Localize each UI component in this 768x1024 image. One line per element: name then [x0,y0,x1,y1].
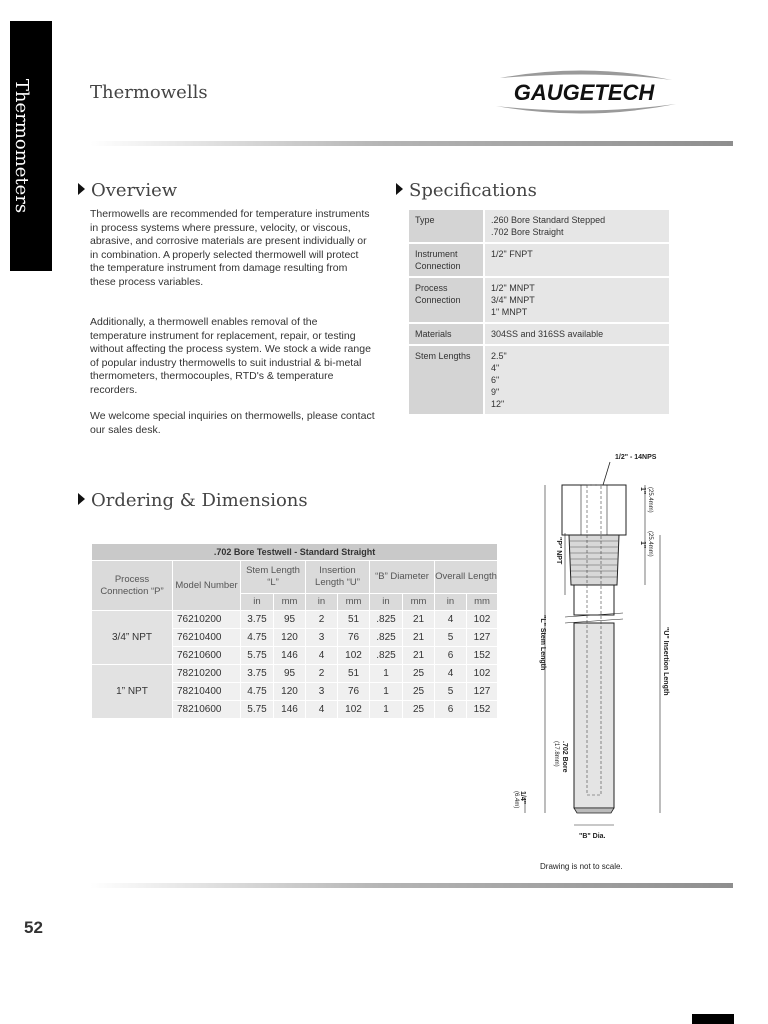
col-insertion-length: Insertion Length “U” [306,561,370,594]
section-tab-label: Thermometers [11,78,32,214]
table-cell: 3 [306,683,338,701]
process-connection-cell: 3/4” NPT [92,611,173,665]
svg-text:(6.4m): (6.4m) [513,791,519,809]
table-row [92,611,498,629]
header-rule [90,141,733,146]
page-number: 52 [24,918,43,937]
table-cell: 5 [435,683,467,701]
spec-label: Type [409,210,484,243]
table-cell: 146 [274,647,306,665]
unit-mm: mm [338,594,370,611]
table-cell: 3.75 [241,665,274,683]
process-connection-cell: 1” NPT [92,665,173,719]
model-number-cell: 78210200 [173,665,241,683]
table-cell: 4 [306,701,338,719]
ordering-heading: Ordering & Dimensions [78,490,308,511]
table-cell: 95 [274,611,306,629]
table-cell: 102 [338,701,370,719]
corner-marker [692,1014,734,1024]
spec-label: Process Connection [409,277,484,323]
spec-row-materials [409,323,669,345]
drawing-note: Drawing is not to scale. [540,862,623,871]
spec-value: 1/2" FNPT [484,243,669,277]
spec-row-instrument-connection [409,243,669,277]
stem-body [574,623,614,808]
specifications-table [409,210,669,416]
table-cell: 95 [274,665,306,683]
table-cell: 4 [435,611,467,629]
svg-text:.702 Bore: .702 Bore [561,741,568,773]
table-cell: 4.75 [241,683,274,701]
logo-text: GAUGETECH [513,80,655,105]
section-arrow-icon [78,183,85,195]
table-cell: 3.75 [241,611,274,629]
spec-label: Instrument Connection [409,243,484,277]
unit-mm: mm [467,594,498,611]
table-cell: 102 [467,611,498,629]
footer-rule [90,883,733,888]
table-row [92,665,498,683]
table-cell: 2 [306,665,338,683]
table-cell: 21 [403,629,435,647]
table-cell: 152 [467,647,498,665]
unit-mm: mm [274,594,306,611]
svg-text:"U" Insertion Length: "U" Insertion Length [662,627,669,696]
model-number-cell: 78210400 [173,683,241,701]
spec-value: .260 Bore Standard Stepped .702 Bore Straight [484,210,669,243]
col-overall-length: Overall Length [435,561,498,594]
col-b-diameter: “B” Diameter [370,561,435,594]
svg-text:(25.4mm): (25.4mm) [647,531,653,557]
overview-paragraph-2: Additionally, a thermowell enables removal of the temperature instrument for replacement, repair, or testing without affecting the process system. We stock a wide range of popular industry thermowells to suit industrial & bi-metal thermometers, thermocouples, RTD's & temperature recorders. [90,316,371,396]
overview-paragraph-3: We welcome special inquiries on thermowells, please contact our sales desk. [90,410,375,436]
table-cell: 25 [403,683,435,701]
table-cell: 76 [338,683,370,701]
spec-label: Stem Lengths [409,345,484,415]
table-cell: 1 [370,701,403,719]
table-cell: 51 [338,611,370,629]
thread-section [569,535,619,585]
table-cell: 25 [403,701,435,719]
specifications-heading: Specifications [396,180,537,201]
section-arrow-icon [396,183,403,195]
col-process-connection: Process Connection “P” [92,561,173,611]
table-cell: .825 [370,647,403,665]
page-title: Thermowells [90,82,208,103]
unit-in: in [241,594,274,611]
table-cell: 51 [338,665,370,683]
svg-text:"P" NPT: "P" NPT [555,537,562,565]
ordering-table [91,543,498,719]
table-cell: .825 [370,629,403,647]
section-arrow-icon [78,493,85,505]
table-cell: 102 [338,647,370,665]
spec-value: 2.5" 4" 6" 9" 12" [484,345,669,415]
spec-value: 304SS and 316SS available [484,323,669,345]
table-cell: 5.75 [241,647,274,665]
gaugetech-logo [486,68,682,118]
table-cell: 152 [467,701,498,719]
table-cell: 127 [467,683,498,701]
drawing-label: 1/2" - 14NPS [615,454,657,461]
model-number-cell: 76210400 [173,629,241,647]
table-cell: 5.75 [241,701,274,719]
table-cell: 146 [274,701,306,719]
spec-row-process-connection [409,277,669,323]
hex-head [562,485,626,535]
model-number-cell: 78210600 [173,701,241,719]
spec-value: 1/2" MNPT 3/4" MNPT 1" MNPT [484,277,669,323]
spec-label: Materials [409,323,484,345]
table-cell: 6 [435,701,467,719]
col-model-number: Model Number [173,561,241,611]
table-cell: 2 [306,611,338,629]
table-cell: 4 [435,665,467,683]
overview-heading: Overview [78,180,177,201]
svg-text:1": 1" [639,487,646,495]
svg-text:"B" Dia.: "B" Dia. [579,833,606,840]
model-number-cell: 76210200 [173,611,241,629]
table-cell: 4 [306,647,338,665]
table-cell: 1 [370,665,403,683]
svg-text:"L" Stem Length: "L" Stem Length [539,615,546,671]
table-title: .702 Bore Testwell - Standard Straight [92,544,498,561]
table-cell: 21 [403,647,435,665]
overview-paragraph-1: Thermowells are recommended for temperature instruments in process systems where pressure, velocity, or viscous, abrasive, and corrosive materials are present individually or in combination. A properly selected thermowell will protect the temperature instrument from damage resulting from these process variables. [90,208,370,288]
table-cell: 1 [370,683,403,701]
model-number-cell: 76210600 [173,647,241,665]
table-cell: 120 [274,683,306,701]
svg-text:1/4": 1/4" [519,791,526,805]
table-cell: 5 [435,629,467,647]
table-cell: 102 [467,665,498,683]
table-cell: 120 [274,629,306,647]
spec-row-type [409,210,669,243]
unit-mm: mm [403,594,435,611]
table-cell: .825 [370,611,403,629]
unit-in: in [306,594,338,611]
svg-text:(17.8mm): (17.8mm) [553,741,559,767]
thermowell-drawing [505,445,675,875]
table-cell: 4.75 [241,629,274,647]
table-cell: 25 [403,665,435,683]
table-cell: 127 [467,629,498,647]
svg-text:1": 1" [639,541,646,549]
spec-row-stem-lengths [409,345,669,415]
table-cell: 76 [338,629,370,647]
table-cell: 21 [403,611,435,629]
table-cell: 3 [306,629,338,647]
table-cell: 6 [435,647,467,665]
svg-text:(25.4mm): (25.4mm) [647,487,653,513]
unit-in: in [370,594,403,611]
col-stem-length: Stem Length “L” [241,561,306,594]
unit-in: in [435,594,467,611]
